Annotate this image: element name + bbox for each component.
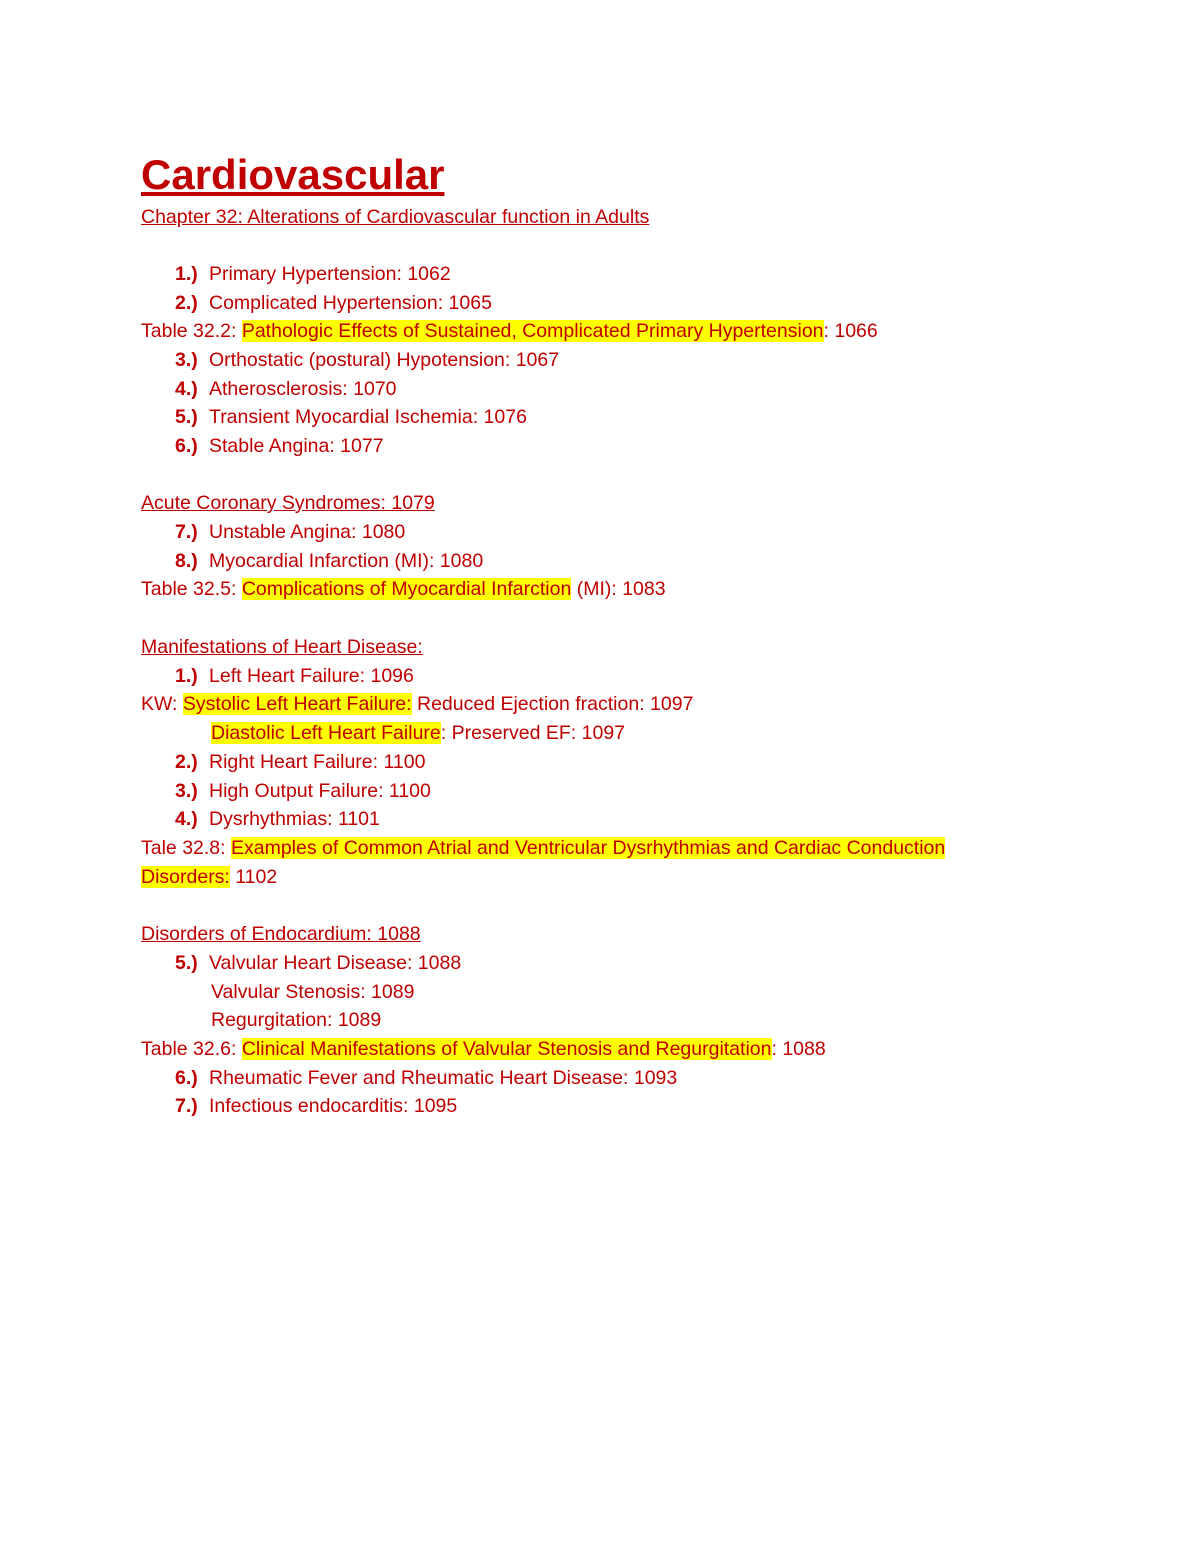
list-item xyxy=(175,1092,457,1120)
highlighted-text: Clinical Manifestations of Valvular Stenosis and Regurgitation xyxy=(241,1038,772,1060)
list-text: Stable Angina: 1077 xyxy=(209,435,384,457)
table-reference xyxy=(141,1035,826,1063)
list-text: Left Heart Failure: 1096 xyxy=(209,665,414,687)
list-item xyxy=(175,777,431,805)
table-suffix: : 1066 xyxy=(823,320,878,342)
list-item xyxy=(175,547,483,575)
sub-item: Regurgitation: 1089 xyxy=(211,1009,382,1031)
list-number: 5.) xyxy=(175,952,198,974)
list-item xyxy=(175,432,384,460)
list-item xyxy=(175,375,397,403)
list-number: 6.) xyxy=(175,1067,198,1089)
list-text: Unstable Angina: 1080 xyxy=(209,521,406,543)
list-number: 1.) xyxy=(175,263,198,285)
list-item xyxy=(175,346,559,374)
chapter-heading: Chapter 32: Alterations of Cardiovascular function in Adults xyxy=(141,206,650,228)
section-heading: Manifestations of Heart Disease: xyxy=(141,636,423,658)
table-prefix: Table 32.2: xyxy=(141,320,242,342)
list-text: Valvular Heart Disease: 1088 xyxy=(209,952,462,974)
list-text: Primary Hypertension: 1062 xyxy=(209,263,451,285)
list-text: High Output Failure: 1100 xyxy=(209,780,431,802)
keyword-prefix: KW: xyxy=(141,693,183,715)
table-prefix: Tale 32.8: xyxy=(141,837,231,859)
table-suffix: (MI): 1083 xyxy=(571,578,666,600)
list-number: 4.) xyxy=(175,808,198,830)
list-item xyxy=(175,289,492,317)
list-text: Orthostatic (postural) Hypotension: 1067 xyxy=(209,349,560,371)
list-text: Dysrhythmias: 1101 xyxy=(209,808,380,830)
table-reference xyxy=(141,317,878,345)
list-number: 5.) xyxy=(175,406,198,428)
table-reference xyxy=(141,575,666,603)
list-number: 7.) xyxy=(175,521,198,543)
list-item xyxy=(175,949,461,977)
sub-item: Valvular Stenosis: 1089 xyxy=(211,981,415,1003)
list-text: Rheumatic Fever and Rheumatic Heart Disease: 1093 xyxy=(209,1067,678,1089)
list-number: 3.) xyxy=(175,349,198,371)
table-prefix: Table 32.6: xyxy=(141,1038,242,1060)
table-suffix: : 1088 xyxy=(771,1038,826,1060)
table-reference-continued xyxy=(141,863,277,891)
section-heading: Disorders of Endocardium: 1088 xyxy=(141,923,421,945)
keyword-line xyxy=(141,690,693,718)
keyword-suffix: : Preserved EF: 1097 xyxy=(440,722,626,744)
highlighted-text: Examples of Common Atrial and Ventricular Dysrhythmias and Cardiac Conduction xyxy=(230,837,946,859)
table-suffix: 1102 xyxy=(229,866,278,888)
highlighted-text: Disorders: xyxy=(141,866,230,888)
list-number: 1.) xyxy=(175,665,198,687)
table-reference xyxy=(141,834,945,862)
highlighted-text: Pathologic Effects of Sustained, Complicated Primary Hypertension xyxy=(241,320,824,342)
list-text: Right Heart Failure: 1100 xyxy=(209,751,426,773)
list-item xyxy=(175,748,425,776)
keyword-line xyxy=(211,719,625,747)
list-item xyxy=(175,662,414,690)
list-text: Infectious endocarditis: 1095 xyxy=(209,1095,458,1117)
list-text: Myocardial Infarction (MI): 1080 xyxy=(209,550,484,572)
list-item xyxy=(175,805,380,833)
section-heading: Acute Coronary Syndromes: 1079 xyxy=(141,492,435,514)
highlighted-text: Systolic Left Heart Failure: xyxy=(182,693,412,715)
list-number: 2.) xyxy=(175,292,198,314)
list-number: 8.) xyxy=(175,550,198,572)
keyword-suffix: Reduced Ejection fraction: 1097 xyxy=(411,693,694,715)
list-number: 3.) xyxy=(175,780,198,802)
list-number: 4.) xyxy=(175,378,198,400)
document-title: Cardiovascular xyxy=(141,151,445,198)
list-number: 2.) xyxy=(175,751,198,773)
list-item xyxy=(175,1064,677,1092)
list-text: Complicated Hypertension: 1065 xyxy=(209,292,492,314)
list-text: Atherosclerosis: 1070 xyxy=(209,378,397,400)
highlighted-text: Complications of Myocardial Infarction xyxy=(241,578,572,600)
highlighted-text: Diastolic Left Heart Failure xyxy=(211,722,441,744)
list-item xyxy=(175,403,527,431)
list-item xyxy=(175,260,451,288)
list-number: 6.) xyxy=(175,435,198,457)
list-item xyxy=(175,518,405,546)
list-text: Transient Myocardial Ischemia: 1076 xyxy=(209,406,527,428)
table-prefix: Table 32.5: xyxy=(141,578,242,600)
list-number: 7.) xyxy=(175,1095,198,1117)
